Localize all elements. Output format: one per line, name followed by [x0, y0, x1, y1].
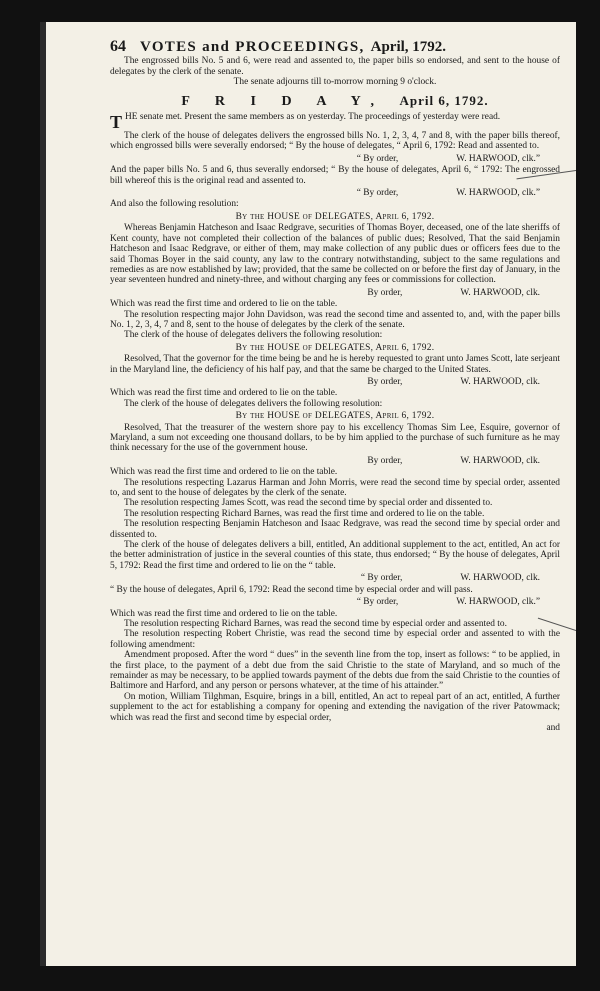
- paragraph: On motion, William Tilghman, Esquire, brings in a bill, entitled, An act to repeal part of an act, entitled, A further supplement to the act for establishing a company for opening and extending the navigation of the river Patowmack; which was read the first and second time by especial order,: [110, 691, 560, 723]
- signature-line: [110, 597, 540, 607]
- signature-line: [110, 188, 540, 198]
- opening-paragraph: [110, 112, 560, 133]
- paragraph: Which was read the first time and ordered to lie on the table.: [110, 608, 338, 619]
- drop-cap: T: [110, 112, 123, 133]
- paragraph: The resolution respecting Richard Barnes, was read the second time by especial order and assented to.: [124, 618, 507, 629]
- page-number: 64: [110, 38, 126, 55]
- paragraph: And the paper bills No. 5 and 6, thus severally endorsed; “ By the house of delegates, April 6, “ 1792: The engrossed bill whereof this is the original read and assented to.: [110, 165, 560, 186]
- signature-line: [110, 456, 540, 466]
- signature-line: [110, 573, 540, 583]
- paragraph: The clerk of the house of delegates delivers the following resolution:: [124, 398, 383, 409]
- paragraph: The resolution respecting Robert Christie, was read the second time by especial order and assented to with the following amendment:: [110, 629, 560, 650]
- clerk-signature: W. HARWOOD, clk.: [460, 376, 540, 387]
- page-edge-shadow: [40, 22, 46, 966]
- paragraph: The resolution respecting major John Davidson, was read the second time and assented to, and, with the paper bills No. 1, 2, 3, 4, 7 and 8, sent to the house of delegates by the clerk of the senate.: [110, 309, 560, 330]
- by-order-label: By order,: [367, 376, 403, 387]
- by-order-label: “ By order,: [356, 153, 399, 164]
- signature-line: [110, 377, 540, 387]
- day-heading: [110, 92, 560, 109]
- day-date: April 6, 1792.: [399, 92, 489, 108]
- resolution-heading: By the HOUSE of DELEGATES, April 6, 1792.: [235, 211, 435, 222]
- paragraph: The resolution respecting James Scott, was read the second time by special order and dissented to.: [124, 498, 493, 509]
- clerk-signature: W. HARWOOD, clk.”: [456, 597, 540, 608]
- by-order-label: By order,: [367, 287, 403, 298]
- paragraph: Which was read the first time and ordered to lie on the table.: [110, 388, 338, 399]
- paragraph: The clerk of the house of delegates delivers a bill, entitled, An additional supplement to the act, entitled, An act for the better administration of justice in the several counties of this state, thus endorsed; “ By the house of delegates, April 5, 1792: Read the first time and ordered to lie on the “ table.: [110, 540, 560, 571]
- catchword: and: [546, 722, 560, 733]
- paragraph: And also the following resolution:: [110, 199, 239, 210]
- resolution-heading: By the HOUSE of DELEGATES, April 6, 1792.: [235, 342, 435, 353]
- paragraph: “ By the house of delegates, April 6, 1792: Read the second time by especial order and will pass.: [110, 584, 473, 595]
- paragraph: The engrossed bills No. 5 and 6, were read and assented to, the paper bills so endorsed, and sent to the house of delegates by the clerk of the senate.: [110, 56, 560, 77]
- by-order-label: By order,: [367, 455, 403, 466]
- paragraph: The resolution respecting Benjamin Hatcheson and Isaac Redgrave, was read the second time by special order and dissented to.: [110, 519, 560, 540]
- paragraph: Amendment proposed. After the word “ dues” in the seventh line from the top, insert as follows: “ to be applied, in the first place, to the payment of a debt due from the said Christie to the state of Maryland, and so much of the remainder as may be necessary, to be applied towards payment of the debts due from the said Christie to the counties of Baltimore and Harford, and any person or persons whatever, at the time of his attainder.”: [110, 650, 560, 692]
- by-order-label: “ By order,: [356, 188, 399, 199]
- page-text: [110, 38, 560, 733]
- document-page: [40, 22, 576, 966]
- by-order-label: “ By order,: [360, 573, 403, 584]
- clerk-signature: W. HARWOOD, clk.: [460, 455, 540, 466]
- day-name: F R I D A Y,: [181, 93, 385, 109]
- paragraph: The clerk of the house of delegates delivers the following resolution:: [124, 330, 383, 341]
- signature-line: [110, 288, 540, 298]
- opening-text: HE senate met. Present the same members as on yesterday. The proceedings of yesterday were read.: [125, 112, 501, 123]
- paragraph: The clerk of the house of delegates delivers the engrossed bills No. 1, 2, 3, 4, 7 and 8, with the paper bills thereof, which engrossed bills were severally endorsed; “ By the house of delegates, “ April 6, 1792: Read and assented to.: [110, 131, 560, 152]
- clerk-signature: W. HARWOOD, clk.”: [456, 188, 540, 199]
- signature-line: [110, 154, 540, 164]
- running-title: VOTES and PROCEEDINGS,: [140, 39, 365, 55]
- paragraph: Which was read the first time and ordered to lie on the table.: [110, 299, 338, 310]
- paragraph: Resolved, That the treasurer of the western shore pay to his excellency Thomas Sim Lee, Esquire, governor of Maryland, a sum not exceeding one thousand dollars, to be by him applied to the purchase of such furniture as he may think necessary for the use of the government house.: [110, 422, 560, 454]
- paragraph: The resolution respecting Richard Barnes, was read the first time and ordered to lie on the table.: [124, 508, 485, 519]
- clerk-signature: W. HARWOOD, clk.: [460, 287, 540, 298]
- paragraph: Resolved, That the governor for the time being be and he is hereby requested to grant unto James Scott, late serjeant in the Maryland line, the deficiency of his half pay, and that the same be charged to the United States.: [110, 354, 560, 375]
- resolution-heading: By the HOUSE of DELEGATES, April 6, 1792.: [235, 411, 435, 422]
- paragraph: Which was read the first time and ordered to lie on the table.: [110, 467, 338, 478]
- paragraph: Whereas Benjamin Hatcheson and Isaac Redgrave, securities of Thomas Boyer, deceased, one of the late sheriffs of Kent county, have not completed their collection of the balances of public dues; Resolved, That the said Benjamin Hatcheson and Isaac Redgrave, or either of them, may make collection of any public dues or officers fees due to the said Thomas Boyer in the said county, any law to the contrary notwithstanding, subject to the same regulations and remedies as are now established by law; provided, that the same be collected on or before the first day of January, in the year seventeen hundred and ninety-three, and without charging any fees or commissions for collection.: [110, 223, 560, 286]
- paragraph: The resolutions respecting Lazarus Harman and John Morris, were read the second time by special order, assented to, and sent to the house of delegates by the clerk of the senate.: [110, 477, 560, 499]
- running-header: [110, 38, 560, 55]
- clerk-signature: W. HARWOOD, clk.: [460, 573, 540, 584]
- running-date: April, 1792.: [370, 39, 447, 55]
- by-order-label: “ By order,: [356, 597, 399, 608]
- clerk-signature: W. HARWOOD, clk.”: [456, 153, 540, 164]
- adjournment-line: The senate adjourns till to-morrow morning 9 o'clock.: [233, 77, 437, 88]
